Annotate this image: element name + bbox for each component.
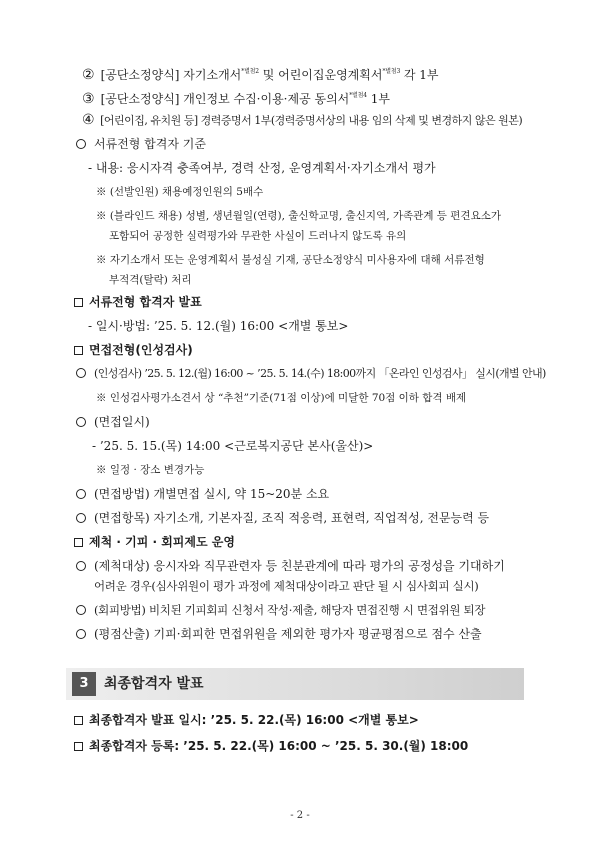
exclusion-target-cont: 어려운 경우(심사위원이 평가 과정에 제척대상이라고 판단 될 시 심사회피 실시) — [94, 579, 479, 593]
checkbox-square-icon — [74, 298, 83, 307]
note-line: 포함되어 공정한 실력평가와 무관한 사실이 드러나지 않도록 유의 — [109, 230, 407, 242]
doc-result-heading: 서류전형 합격자 발표 — [74, 292, 600, 312]
note-line: ※ 자기소개서 또는 운영계획서 불성실 기재, 공단소정양식 미사용자에 대해 서류전형 — [96, 254, 485, 266]
attachment-item-3: ③ [공단소정양식] 개인정보 수집·이용·제공 동의서$^{*별첨4}$ 1부 — [82, 91, 390, 107]
bullet-circle-icon — [76, 489, 86, 499]
attachment-item-2: ② [공단소정양식] 자기소개서$^{*별첨2}$ 및 어린이집운영계획서$^{*별첨3}$ 각 1부 — [82, 67, 439, 83]
interview-heading: 면접전형(인성검사) — [74, 340, 600, 360]
exclusion-method: (회피방법) 비치된 기피회피 신청서 작성·제출, 해당자 면접진행 시 면접위원 퇴장 — [76, 600, 600, 620]
note-line: 부적격(탈락) 처리 — [109, 274, 192, 286]
bullet-circle-icon — [76, 629, 86, 639]
bullet-circle-icon — [76, 368, 86, 378]
exclusion-heading: 제척 · 기피 · 회피제도 운영 — [74, 532, 600, 552]
bullet-circle-icon — [76, 605, 86, 615]
exclusion-target: (제척대상) 응시자와 직무관련자 등 친분관계에 따라 평가의 공정성을 기대하기 — [76, 556, 600, 576]
interview-method: (면접방법) 개별면접 실시, 약 15~20분 소요 — [76, 484, 600, 504]
doc-result-line: - 일시·방법: ’25. 5. 12.(월) 16:00 <개별 통보> — [88, 319, 349, 333]
doc-screen-heading: 서류전형 합격자 기준 — [76, 134, 600, 154]
checkbox-square-icon — [74, 716, 83, 725]
checkbox-square-icon — [74, 346, 83, 355]
page-number: - 2 - — [290, 810, 310, 821]
bullet-circle-icon — [76, 417, 86, 427]
checkbox-square-icon — [74, 742, 83, 751]
note-line: ※ (블라인드 채용) 성별, 생년월일(연령), 출신학교명, 출신지역, 가족관계 등 편견요소가 — [96, 210, 501, 222]
interview-date-line: - ’25. 5. 15.(목) 14:00 <근로복지공단 본사(울산)> — [92, 439, 374, 453]
item-number: ③ — [82, 91, 95, 107]
bullet-circle-icon — [76, 513, 86, 523]
final-register: 최종합격자 등록: ’25. 5. 22.(목) 16:00 ~ ’25. 5. 30.(월) 18:00 — [74, 736, 600, 756]
exclusion-scoring: (평점산출) 기피·회피한 면접위원을 제외한 평가자 평균평점으로 점수 산출 — [76, 624, 600, 644]
interview-personality: (인성검사) ’25. 5. 12.(월) 16:00 ~ ’25. 5. 14.(수) 18:00까지 「온라인 인성검사」 실시(개별 안내) — [76, 364, 600, 384]
doc-screen-content: - 내용: 응시자격 충족여부, 경력 산정, 운영계획서·자기소개서 평가 — [88, 161, 436, 175]
note-line: ※ (선발인원) 채용예정인원의 5배수 — [96, 186, 264, 198]
attachment-item-4: ④ [어린이집, 유치원 등] 경력증명서 1부(경력증명서상의 내용 임의 삭제 및 변경하지 않은 원본) — [82, 112, 523, 128]
interview-personality-note: ※ 인성검사평가소견서 상 “추천”기준(71점 이상)에 미달한 70점 이하 합격 배제 — [96, 392, 467, 404]
section-title: 최종합격자 발표 — [104, 676, 204, 692]
checkbox-square-icon — [74, 538, 83, 547]
section-number: 3 — [72, 672, 96, 696]
interview-date-note: ※ 일정 · 장소 변경가능 — [96, 464, 205, 476]
final-announce: 최종합격자 발표 일시: ’25. 5. 22.(목) 16:00 <개별 통보> — [74, 710, 600, 730]
bullet-circle-icon — [76, 561, 86, 571]
interview-date-heading: (면접일시) — [76, 412, 600, 432]
interview-items: (면접항목) 자기소개, 기본자질, 조직 적응력, 표현력, 직업적성, 전문능력 등 — [76, 508, 600, 528]
bullet-circle-icon — [76, 139, 86, 149]
item-number: ④ — [82, 112, 95, 128]
item-number: ② — [82, 67, 95, 83]
